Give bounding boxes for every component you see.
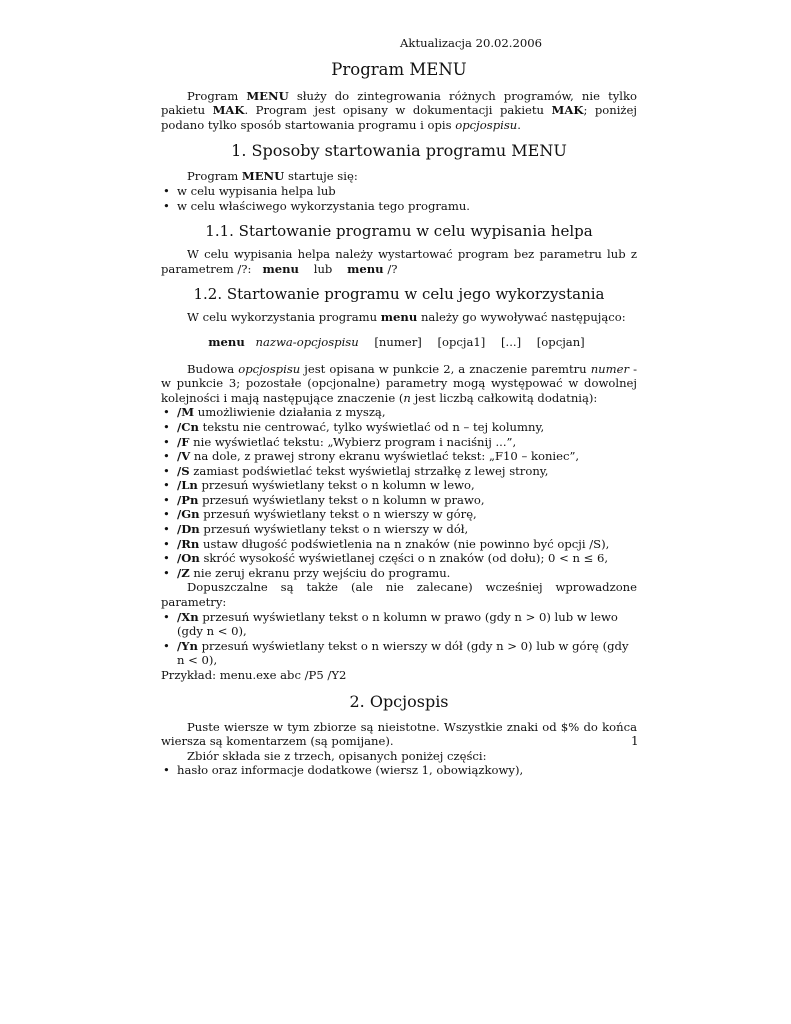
list-item: • w celu właściwego wykorzystania tego programu.: [161, 199, 637, 214]
options-list: [161, 405, 637, 580]
option-item: • /Gn przesuń wyświetlany tekst o n wierszy w górę,: [161, 507, 637, 522]
parameters-description: Budowa opcjospisu jest opisana w punkcie 2, a znaczenie paremtru numer - w punkcie 3; pozostałe (opcjonalne) parametry mogą występować w dowolnej kolejności i mają następujące znaczenie (n jest liczbą całkowitą dodatnią):: [161, 361, 637, 405]
section-2-paragraph-1: Puste wiersze w tym zbiorze są nieistotne. Wszystkie znaki od $% do końca wiersza są komentarzem (są pomijane).: [161, 719, 637, 749]
example-line: Przykład: menu.exe abc /P5 /Y2: [161, 668, 347, 682]
list-item: • hasło oraz informacje dodatkowe (wiersz 1, obowiązkowy),: [161, 763, 637, 778]
option-item: • /F nie wyświetlać tekstu: „Wybierz program i naciśnij ...”,: [161, 435, 637, 450]
legacy-options-list: [161, 610, 637, 668]
intro-paragraph: Program MENU służy do zintegrowania różnych programów, nie tylko pakietu MAK. Program jest opisany w dokumentacji pakietu MAK; poniżej podano tylko sposób startowania programu i opis opcjospisu.: [161, 88, 637, 132]
option-item: • /Ln przesuń wyświetlany tekst o n kolumn w lewo,: [161, 478, 637, 493]
legacy-options-note: Dopuszczalne są także (ale nie zalecane) wcześniej wprowadzone parametry:: [161, 580, 637, 610]
option-item: • /Cn tekstu nie centrować, tylko wyświetlać od n – tej kolumny,: [161, 420, 637, 435]
start-modes-list: [161, 184, 637, 213]
option-item: • /Dn przesuń wyświetlany tekst o n wierszy w dół,: [161, 522, 637, 537]
structure-list: [161, 763, 637, 778]
list-item: • w celu wypisania helpa lub: [161, 184, 637, 199]
option-item: • /M umożliwienie działania z myszą,: [161, 405, 637, 420]
section-1-2-heading: 1.2. Startowanie programu w celu jego wykorzystania: [193, 285, 605, 304]
option-item: • /Yn przesuń wyświetlany tekst o n wierszy w dół (gdy n > 0) lub w górę (gdy n < 0),: [161, 639, 637, 668]
option-item: • /V na dole, z prawej strony ekranu wyświetlać tekst: „F10 – koniec”,: [161, 449, 637, 464]
update-date: Aktualizacja 20.02.2006: [400, 36, 542, 50]
section-1-1-heading: 1.1. Startowanie programu w celu wypisania helpa: [205, 222, 593, 241]
section-1-2-paragraph: W celu wykorzystania programu menu należy go wywoływać następująco:: [187, 310, 626, 325]
option-item: • /Z nie zeruj ekranu przy wejściu do programu.: [161, 566, 637, 581]
section-1-paragraph: Program MENU startuje się:: [187, 169, 358, 184]
option-item: • /On skróć wysokość wyświetlanej części o n znaków (od dołu); 0 < n ≤ 6,: [161, 551, 637, 566]
section-2-paragraph-2: Zbiór składa sie z trzech, opisanych poniżej części:: [187, 748, 487, 763]
section-2-heading: 2. Opcjospis: [349, 691, 449, 711]
page-number: 1: [631, 734, 639, 748]
section-1-1-paragraph: W celu wypisania helpa należy wystartować program bez parametru lub z parametrem /?: menu lub menu /?: [161, 247, 637, 276]
option-item: • /Rn ustaw długość podświetlenia na n znaków (nie powinno być opcji /S),: [161, 537, 637, 552]
option-item: • /Xn przesuń wyświetlany tekst o n kolumn w prawo (gdy n > 0) lub w lewo (gdy n < 0),: [161, 610, 637, 639]
document-page: [161, 36, 637, 778]
command-syntax: menu nazwa-opcjospisu [numer] [opcja1] [...] [opcjan]: [208, 334, 585, 349]
page-title: Program MENU: [331, 59, 467, 79]
option-item: • /Pn przesuń wyświetlany tekst o n kolumn w prawo,: [161, 493, 637, 508]
option-item: • /S zamiast podświetlać tekst wyświetlaj strzałkę z lewej strony,: [161, 464, 637, 479]
section-1-heading: 1. Sposoby startowania programu MENU: [231, 141, 567, 161]
